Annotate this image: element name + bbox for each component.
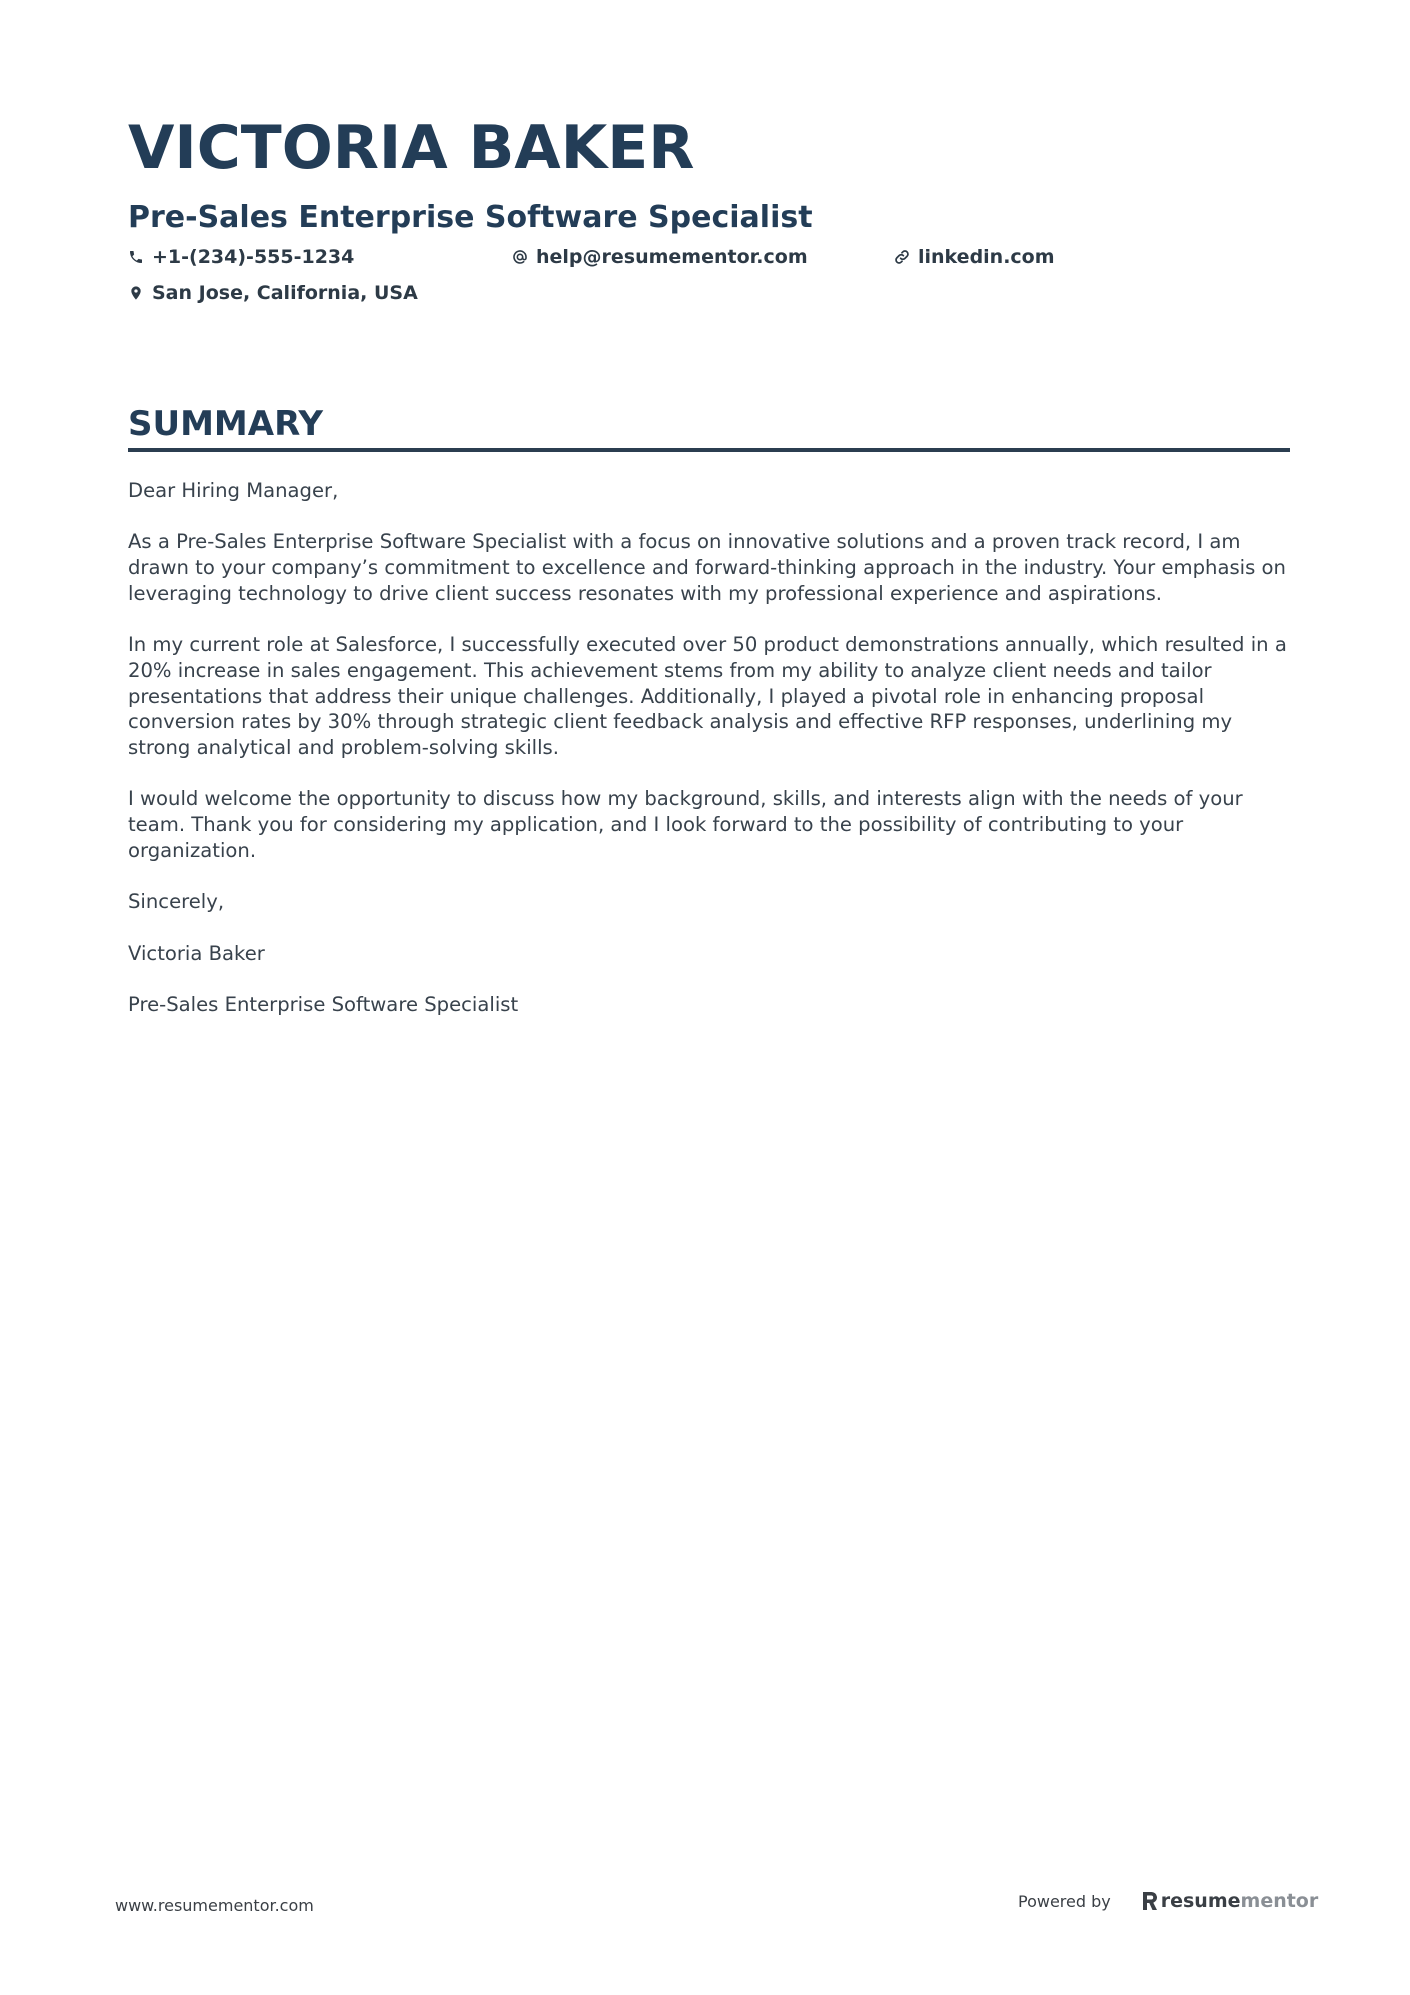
contact-website [894, 246, 1055, 268]
phone-icon [128, 249, 144, 265]
letter-paragraph-3: I would welcome the opportunity to discuss how my background, skills, and interests align with the needs of your team. Thank you for considering my application, and I look forward to the possibility of contributing to your organization. [128, 787, 1243, 862]
brand-logo[interactable] [1141, 1890, 1319, 1912]
brand-text-light: mentor [1240, 1890, 1319, 1912]
link-icon [894, 249, 910, 265]
contact-phone [128, 246, 354, 268]
candidate-title: Pre-Sales Enterprise Software Specialist [128, 200, 813, 235]
email-text: help@resumementor.com [536, 246, 808, 268]
candidate-name: VICTORIA BAKER [128, 113, 695, 183]
contact-email [512, 246, 808, 268]
website-text: linkedin.com [918, 246, 1055, 268]
signature-name: Victoria Baker [128, 941, 265, 965]
summary-heading: SUMMARY [128, 402, 1290, 452]
brand-text-bold: resume [1160, 1890, 1241, 1912]
cover-letter [128, 108, 1290, 1043]
location-pin-icon [128, 285, 144, 301]
footer-website[interactable]: www.resumementor.com [115, 1896, 314, 1915]
contact-info [128, 246, 1290, 322]
powered-by-text: Powered by [1018, 1891, 1111, 1911]
letter-paragraph-2: In my current role at Salesforce, I successfully executed over 50 product demonstrations annually, which resulted in a 20% increase in sales engagement. This achievement stems from my ability to analyze client needs and tailor presentations that address their unique challenges. Additionally, I played a pivotal role in enhancing proposal conversion rates by 30% through strategic client feedback analysis and effective RFP responses, underlining my strong analytical and problem-solving skills. [128, 633, 1287, 759]
letter-greeting: Dear Hiring Manager, [128, 479, 339, 502]
signature-title: Pre-Sales Enterprise Software Specialist [128, 992, 519, 1016]
letter-body [128, 478, 1290, 1018]
contact-location [128, 282, 418, 304]
phone-text: +1-(234)-555-1234 [152, 246, 355, 268]
footer-branding [1018, 1890, 1318, 1912]
location-text: San Jose, California, USA [152, 282, 418, 304]
letter-closing: Sincerely, [128, 890, 225, 914]
at-icon [512, 249, 528, 265]
letter-paragraph-1: As a Pre-Sales Enterprise Software Specialist with a focus on innovative solutions and a proven track record, I am drawn to your company’s commitment to excellence and forward-thinking approach in the industry. Your emphasis on leveraging technology to drive client success resonates with my professional experience and aspirations. [128, 530, 1286, 605]
brand-mark-icon [1141, 1891, 1158, 1911]
